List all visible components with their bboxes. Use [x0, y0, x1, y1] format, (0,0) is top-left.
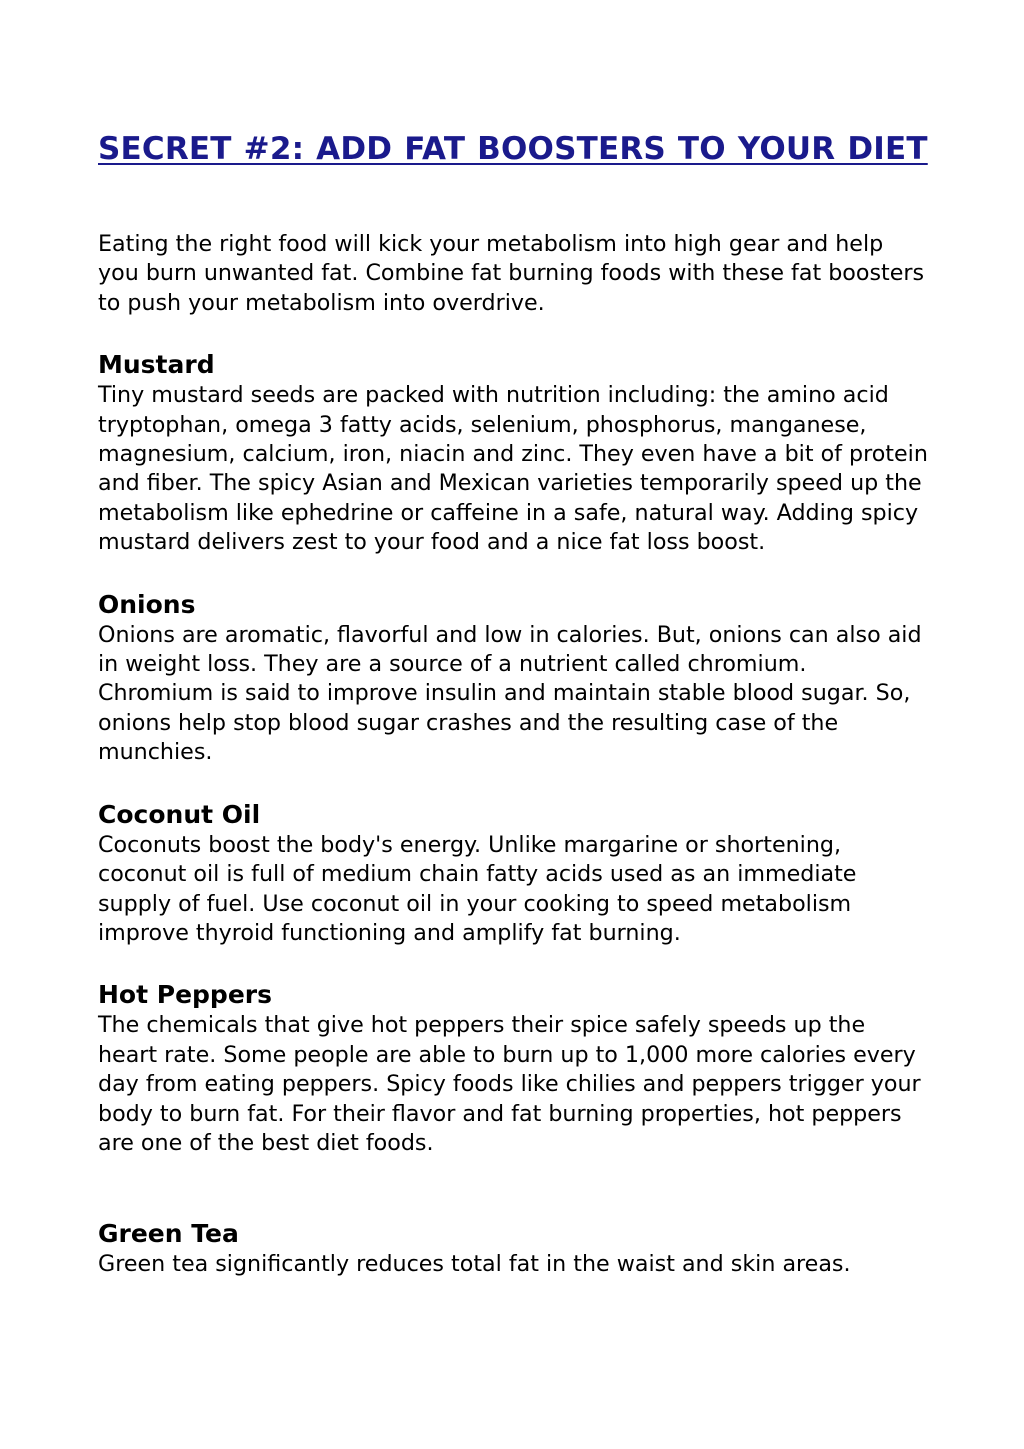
section-hot-peppers: [98, 979, 928, 1158]
section-heading: Green Tea: [98, 1219, 239, 1249]
section-mustard: [98, 349, 928, 557]
section-green-tea: [98, 1218, 928, 1279]
section-onions: [98, 589, 928, 768]
page-title: SECRET #2: ADD FAT BOOSTERS TO YOUR DIET: [98, 131, 928, 167]
document-page: [98, 128, 928, 1280]
intro-paragraph: Eating the right food will kick your metabolism into high gear and help you burn unwanted fat. Combine fat burning foods with these fat boosters to push your metabolism into overdrive.: [98, 231, 925, 316]
section-body: Coconuts boost the body's energy. Unlike margarine or shortening, coconut oil is full of medium chain fatty acids used as an immediate supply of fuel. Use coconut oil in your cooking to speed metabolism improve thyroid functioning and amplify fat burning.: [98, 831, 857, 946]
section-body: The chemicals that give hot peppers their spice safely speeds up the heart rate. Some people are able to burn up to 1,000 more calories every day from eating peppers. Spicy foods like chilies and peppers trigger your body to burn fat. For their flavor and fat burning properties, hot peppers are one of the best diet foods.: [98, 1012, 921, 1156]
section-heading: Hot Peppers: [98, 980, 272, 1010]
section-heading: Onions: [98, 589, 196, 619]
section-heading: Coconut Oil: [98, 799, 261, 829]
section-heading: Mustard: [98, 350, 215, 380]
section-body: Green tea significantly reduces total fat in the waist and skin areas.: [98, 1251, 851, 1278]
section-coconut-oil: [98, 799, 928, 949]
section-body: Onions are aromatic, flavorful and low in calories. But, onions can also aid in weight loss. They are a source of a nutrient called chromium. Chromium is said to improve insulin and maintain stable blood sugar. So, onions help stop blood sugar crashes and the resulting case of the munchies.: [98, 621, 922, 766]
section-body: Tiny mustard seeds are packed with nutrition including: the amino acid tryptophan, omega 3 fatty acids, selenium, phosphorus, manganese, magnesium, calcium, iron, niacin and zinc. They even have a bit of protein and fiber. The spicy Asian and Mexican varieties temporarily speed up the metabolism like ephedrine or caffeine in a safe, natural way. Adding spicy mustard delivers zest to your food and a nice fat loss boost.: [98, 382, 928, 556]
